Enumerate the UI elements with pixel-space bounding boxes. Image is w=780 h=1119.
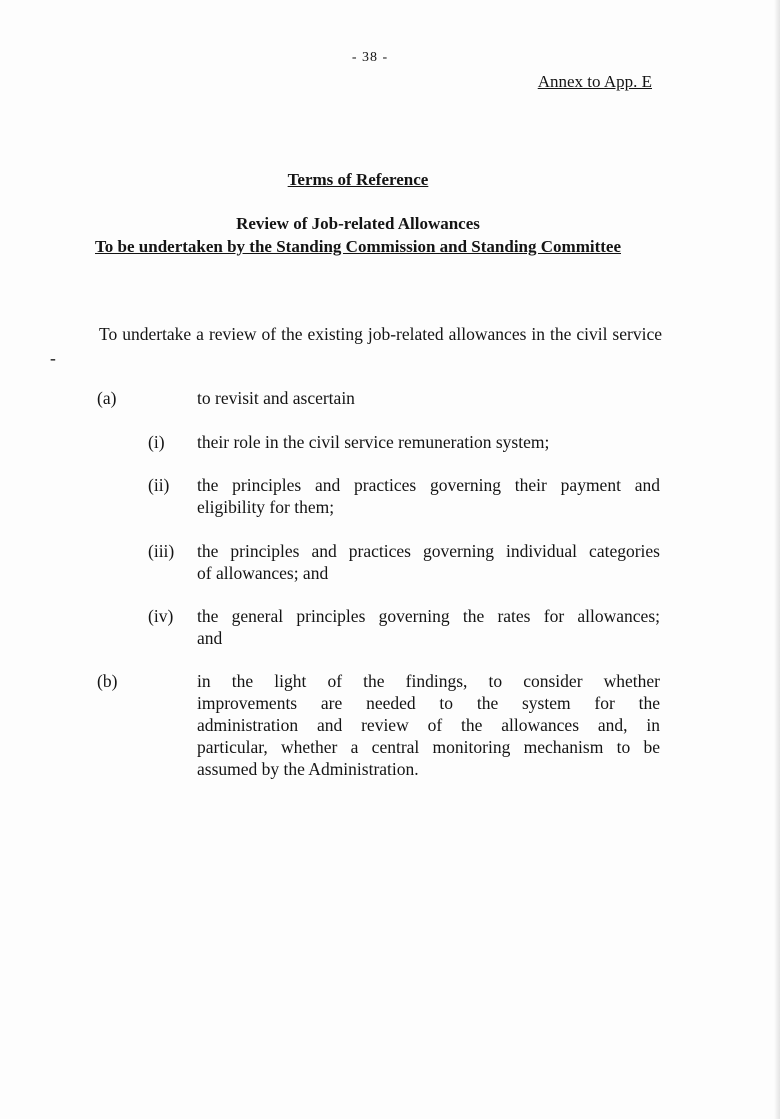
item-b-text bbox=[197, 670, 660, 780]
item-iv-line: and bbox=[197, 628, 223, 648]
item-ii-text bbox=[197, 474, 660, 518]
item-iv-line: the general principles governing the rates for allowances; bbox=[197, 606, 660, 626]
page-edge-shadow bbox=[774, 0, 780, 1119]
item-b-line: administration and review of the allowances and, in bbox=[197, 715, 660, 735]
item-iii-line: of allowances; and bbox=[197, 563, 329, 583]
item-iv-text bbox=[197, 605, 660, 649]
item-ii-line: the principles and practices governing their payment and bbox=[197, 475, 660, 495]
item-b-line: in the light of the findings, to consider whether bbox=[197, 671, 660, 691]
item-iii-marker: (iii) bbox=[148, 541, 175, 561]
item-i-marker: (i) bbox=[148, 432, 165, 452]
item-b-marker: (b) bbox=[97, 671, 118, 691]
item-iv-marker: (iv) bbox=[148, 606, 174, 626]
review-heading: Review of Job-related Allowances bbox=[236, 214, 480, 233]
item-a-text: to revisit and ascertain bbox=[197, 388, 355, 408]
intro-paragraph: To undertake a review of the existing job-related allowances in the civil service - bbox=[50, 324, 662, 368]
item-iii-line: the principles and practices governing individual categories bbox=[197, 541, 660, 561]
item-ii-line: eligibility for them; bbox=[197, 497, 335, 517]
item-b-line: particular, whether a central monitoring mechanism to be bbox=[197, 737, 660, 757]
item-b-line: improvements are needed to the system for the bbox=[197, 693, 660, 713]
item-a-marker: (a) bbox=[97, 388, 117, 408]
item-iii-text bbox=[197, 540, 660, 584]
annex-label: Annex to App. E bbox=[537, 72, 652, 91]
page-number: - 38 - bbox=[351, 50, 389, 65]
item-b-line: assumed by the Administration. bbox=[197, 759, 419, 779]
terms-of-reference-heading: Terms of Reference bbox=[287, 170, 429, 189]
undertaken-by-heading: To be undertaken by the Standing Commission and Standing Committee bbox=[95, 237, 621, 256]
item-i-text: their role in the civil service remuneration system; bbox=[197, 432, 550, 452]
item-ii-marker: (ii) bbox=[148, 475, 170, 495]
